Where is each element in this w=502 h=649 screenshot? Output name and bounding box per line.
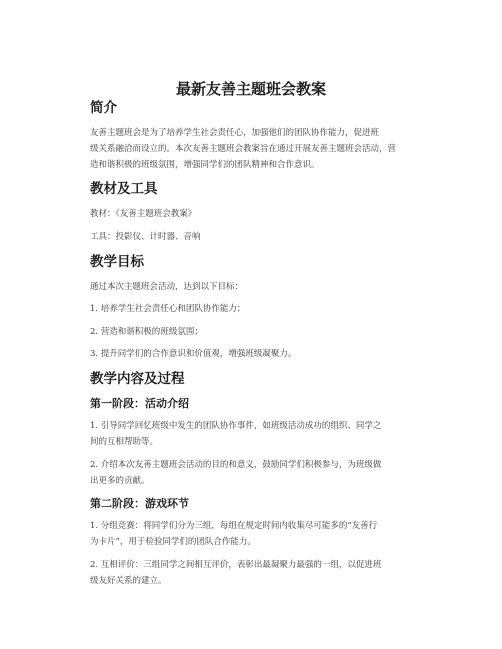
document-title: 最新友善主题班会教案 bbox=[175, 80, 326, 98]
section-heading-materials: 教材及工具 bbox=[90, 181, 158, 197]
goals-lead: 通过本次主题班会活动，达到以下目标： bbox=[90, 282, 244, 292]
stage1-item-2-line-2: 出更多的贡献。 bbox=[90, 476, 150, 486]
intro-paragraph bbox=[90, 125, 428, 173]
intro-line-2: 级关系融洽而设立的。本次友善主题班会教案旨在通过开展友善主题班会活动，营 bbox=[90, 144, 397, 154]
section-heading-goals: 教学目标 bbox=[90, 254, 144, 270]
stage1-item-2-line-1: 2. 介绍本次友善主题班会活动的目的和意义，鼓励同学们积极参与，为班级做 bbox=[90, 460, 382, 470]
stage1-item-1-line-1: 1. 引导同学回忆班级中发生的团队协作事件，如班级活动成功的组织、同学之 bbox=[90, 421, 382, 431]
materials-textbook: 教材：《友善主题班会教案》 bbox=[90, 209, 197, 219]
stage1-item-2 bbox=[90, 457, 428, 489]
intro-line-1: 友善主题班会是为了培养学生社会责任心，加强他们的团队协作能力，促进班 bbox=[90, 128, 380, 138]
goals-item-1: 1. 培养学生社会责任心和团队协作能力； bbox=[90, 304, 246, 314]
stage1-item-1-line-2: 间的互相帮助等。 bbox=[90, 437, 159, 447]
stage2-item-2-line-1: 2. 互相评价：三组同学之间相互评价，表彰出最凝聚力最强的一组，以促进班 bbox=[90, 560, 382, 570]
materials-tools: 工具：投影仪、计时器、音响 bbox=[90, 232, 201, 242]
stage2-heading: 第二阶段：游戏环节 bbox=[90, 497, 189, 510]
section-heading-intro: 简介 bbox=[90, 100, 117, 116]
stage2-item-1-line-1: 1. 分组竞赛：将同学们分为三组，每组在规定时间内收集尽可能多的“友善行 bbox=[90, 521, 378, 531]
intro-line-3: 造和谐积极的班级氛围，增强同学们的团队精神和合作意识。 bbox=[90, 160, 320, 170]
stage2-item-2-line-2: 级友好关系的建立。 bbox=[90, 576, 167, 586]
stage1-heading: 第一阶段：活动介绍 bbox=[90, 397, 189, 410]
section-heading-process: 教学内容及过程 bbox=[90, 371, 185, 387]
stage2-item-2 bbox=[90, 557, 428, 589]
goals-item-2: 2. 营造和谐积极的班级氛围； bbox=[90, 327, 203, 337]
stage2-item-1-line-2: 为卡片”，用于检验同学们的团队合作能力。 bbox=[90, 537, 256, 547]
stage1-item-1 bbox=[90, 418, 428, 450]
goals-item-3: 3. 提升同学们的合作意识和价值观，增强班级凝聚力。 bbox=[90, 349, 297, 359]
stage2-item-1 bbox=[90, 518, 428, 550]
